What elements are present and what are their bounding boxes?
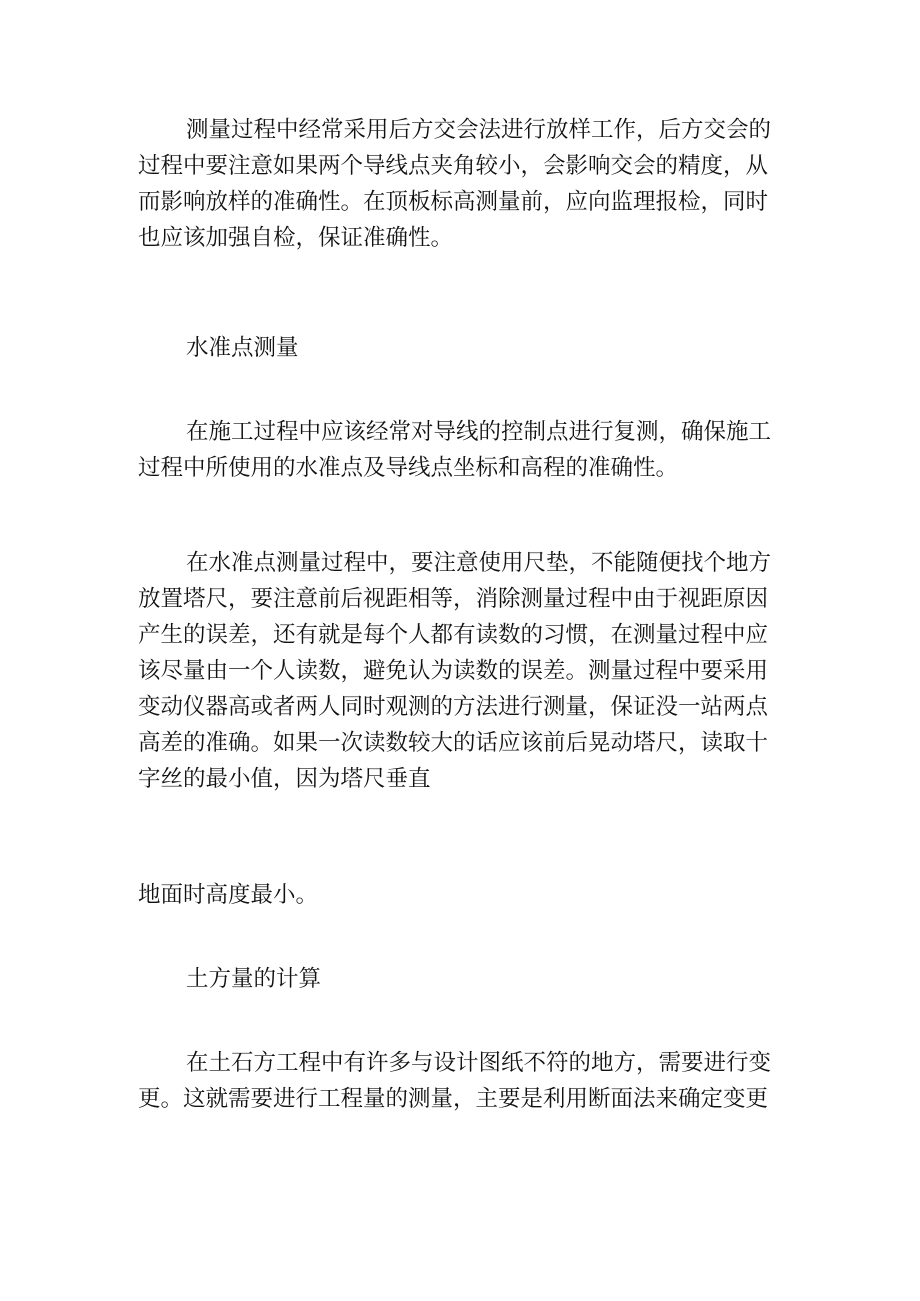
section-heading-benchmark bbox=[138, 330, 788, 366]
paragraph-leveling bbox=[138, 545, 788, 797]
paragraph-line: 测量过程中经常采用后方交会法进行放样工作，后方交会的 bbox=[186, 117, 772, 143]
paragraph-line: 产生的误差，还有就是每个人都有读数的习惯，在测量过程中应 bbox=[138, 622, 769, 648]
paragraph-line: 该尽量由一个人读数，避免认为读数的误差。测量过程中要采用 bbox=[138, 658, 769, 684]
paragraph-line: 过程中要注意如果两个导线点夹角较小，会影响交会的精度，从 bbox=[138, 153, 769, 179]
paragraph-earthwork bbox=[138, 1045, 788, 1117]
paragraph-line: 字丝的最小值，因为塔尺垂直 bbox=[138, 766, 431, 792]
paragraph-continuation bbox=[138, 877, 788, 913]
paragraph-line: 在土石方工程中有许多与设计图纸不符的地方，需要进行变 bbox=[186, 1050, 772, 1076]
paragraph-line: 更。这就需要进行工程量的测量，主要是利用断面法来确定变更 bbox=[138, 1086, 769, 1112]
section-heading-earthwork bbox=[138, 961, 788, 997]
paragraph-line: 也应该加强自检，保证准确性。 bbox=[138, 225, 454, 251]
paragraph-line: 在施工过程中应该经常对导线的控制点进行复测，确保施工 bbox=[186, 419, 772, 445]
paragraph-line: 在水准点测量过程中，要注意使用尺垫，不能随便找个地方 bbox=[186, 550, 772, 576]
paragraph-line: 高差的准确。如果一次读数较大的话应该前后晃动塔尺，读取十 bbox=[138, 730, 769, 756]
section-heading: 水准点测量 bbox=[186, 335, 299, 361]
paragraph-line: 变动仪器高或者两人同时观测的方法进行测量，保证没一站两点 bbox=[138, 694, 769, 720]
paragraph-resection bbox=[138, 112, 788, 256]
paragraph-line: 而影响放样的准确性。在顶板标高测量前，应向监理报检，同时 bbox=[138, 189, 769, 215]
paragraph-line: 过程中所使用的水准点及导线点坐标和高程的准确性。 bbox=[138, 455, 679, 481]
paragraph-line: 地面时高度最小。 bbox=[138, 882, 319, 908]
section-heading: 土方量的计算 bbox=[186, 966, 322, 992]
paragraph-recheck bbox=[138, 414, 788, 486]
paragraph-line: 放置塔尺，要注意前后视距相等，消除测量过程中由于视距原因 bbox=[138, 586, 769, 612]
